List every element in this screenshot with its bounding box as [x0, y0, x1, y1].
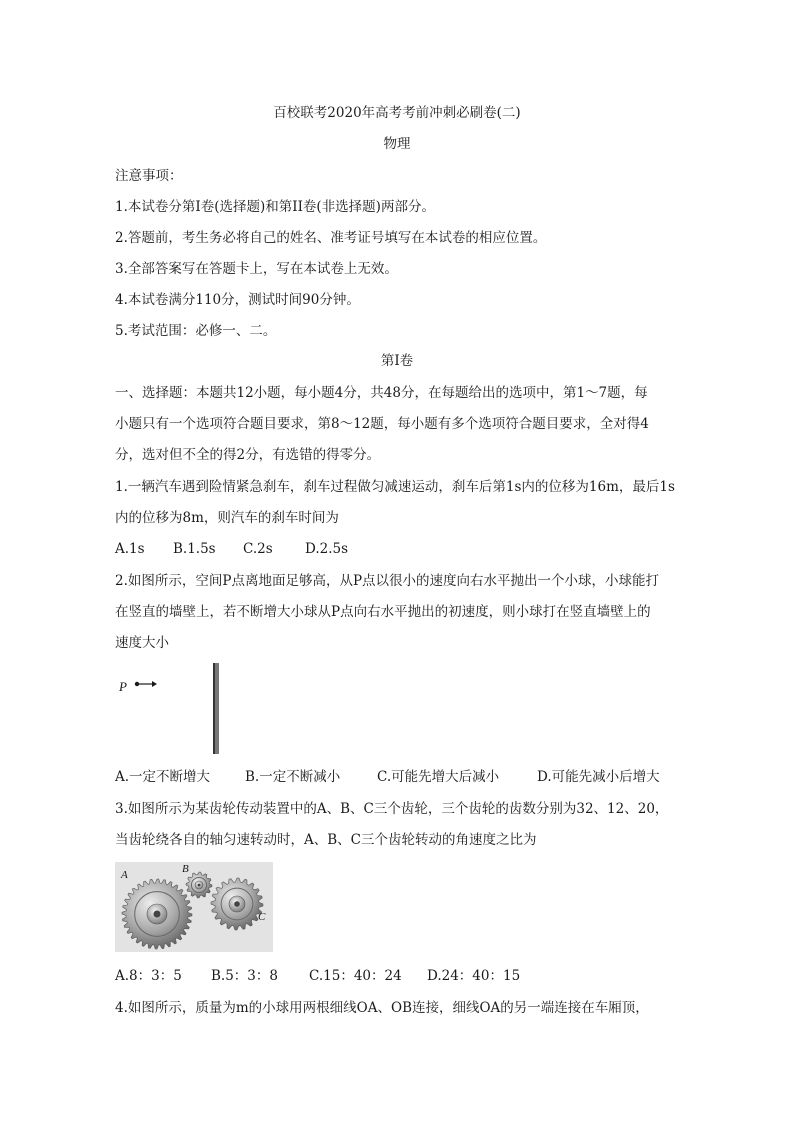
question-3-figure — [115, 862, 273, 952]
option-b: B.1.5s — [173, 541, 216, 557]
note-item: 4.本试卷满分110分，测试时间90分钟。 — [115, 292, 360, 308]
gear-a-icon — [122, 879, 192, 949]
question-2-text: 在竖直的墙壁上，若不断增大小球从P点向右水平抛出的初速度，则小球打在竖直墙壁上的 — [115, 604, 651, 620]
question-2-text: 速度大小 — [115, 635, 169, 651]
section-instruction: 小题只有一个选项符合题目要求，第8～12题，每小题有多个选项符合题目要求，全对得4 — [115, 416, 649, 432]
velocity-arrow-icon — [152, 681, 157, 687]
option-d: D.24：40：15 — [427, 968, 521, 984]
option-b: B.一定不断减小 — [245, 769, 341, 785]
option-c: C.15：40：24 — [309, 968, 402, 984]
option-c: C.2s — [243, 541, 273, 557]
wall-face — [213, 663, 215, 754]
option-a: A.1s — [115, 541, 145, 557]
exam-subject: 物理 — [383, 136, 411, 152]
notes-heading: 注意事项： — [115, 168, 183, 184]
point-p-label: P — [119, 679, 127, 694]
question-2-figure — [110, 660, 230, 756]
question-4-text: 4.如图所示，质量为m的小球用两根细线OA、OB连接，细线OA的另一端连接在车厢顶， — [115, 1000, 649, 1016]
option-d: D.2.5s — [305, 541, 349, 557]
section-instruction: 分，选对但不全的得2分，有选错的得零分。 — [115, 447, 381, 463]
question-1-text: 内的位移为8m，则汽车的刹车时间为 — [115, 510, 339, 526]
exam-title: 百校联考2020年高考考前冲刺必刷卷(二) — [273, 105, 521, 121]
question-3-text: 3.如图所示为某齿轮传动装置中的A、B、C三个齿轮，三个齿轮的齿数分别为32、12、20， — [115, 801, 669, 817]
option-c: C.可能先增大后减小 — [377, 769, 500, 785]
gear-a-label: A — [121, 869, 128, 881]
option-a: A.一定不断增大 — [115, 769, 211, 785]
projectile-wall-diagram — [110, 660, 230, 756]
option-a: A.8：3：5 — [115, 968, 182, 984]
gear-c-label: C — [258, 911, 266, 923]
note-item: 2.答题前，考生务必将自己的姓名、准考证号填写在本试卷的相应位置。 — [115, 230, 547, 246]
note-item: 3.全部答案写在答题卡上，写在本试卷上无效。 — [115, 261, 398, 277]
section-instruction: 一、选择题：本题共12小题，每小题4分，共48分，在每题给出的选项中，第1～7题，每 — [115, 385, 648, 401]
option-b: B.5：3：8 — [211, 968, 278, 984]
question-2-text: 2.如图所示，空间P点离地面足够高，从P点以很小的速度向右水平抛出一个小球，小球能打 — [115, 573, 660, 589]
wall-hatch — [215, 663, 219, 754]
point-p-dot — [135, 682, 139, 686]
question-3-text: 当齿轮绕各自的轴匀速转动时，A、B、C三个齿轮转动的角速度之比为 — [115, 832, 537, 848]
question-1-text: 1.一辆汽车遇到险情紧急刹车，刹车过程做匀减速运动，刹车后第1s内的位移为16m，最后1s — [115, 479, 675, 495]
note-item: 1.本试卷分第I卷(选择题)和第II卷(非选择题)两部分。 — [115, 199, 435, 215]
note-item: 5.考试范围：必修一、二。 — [115, 323, 277, 339]
gear-diagram — [115, 862, 273, 952]
section-title: 第I卷 — [380, 353, 414, 369]
option-d: D.可能先减小后增大 — [537, 769, 660, 785]
gear-b-label: B — [182, 863, 189, 875]
